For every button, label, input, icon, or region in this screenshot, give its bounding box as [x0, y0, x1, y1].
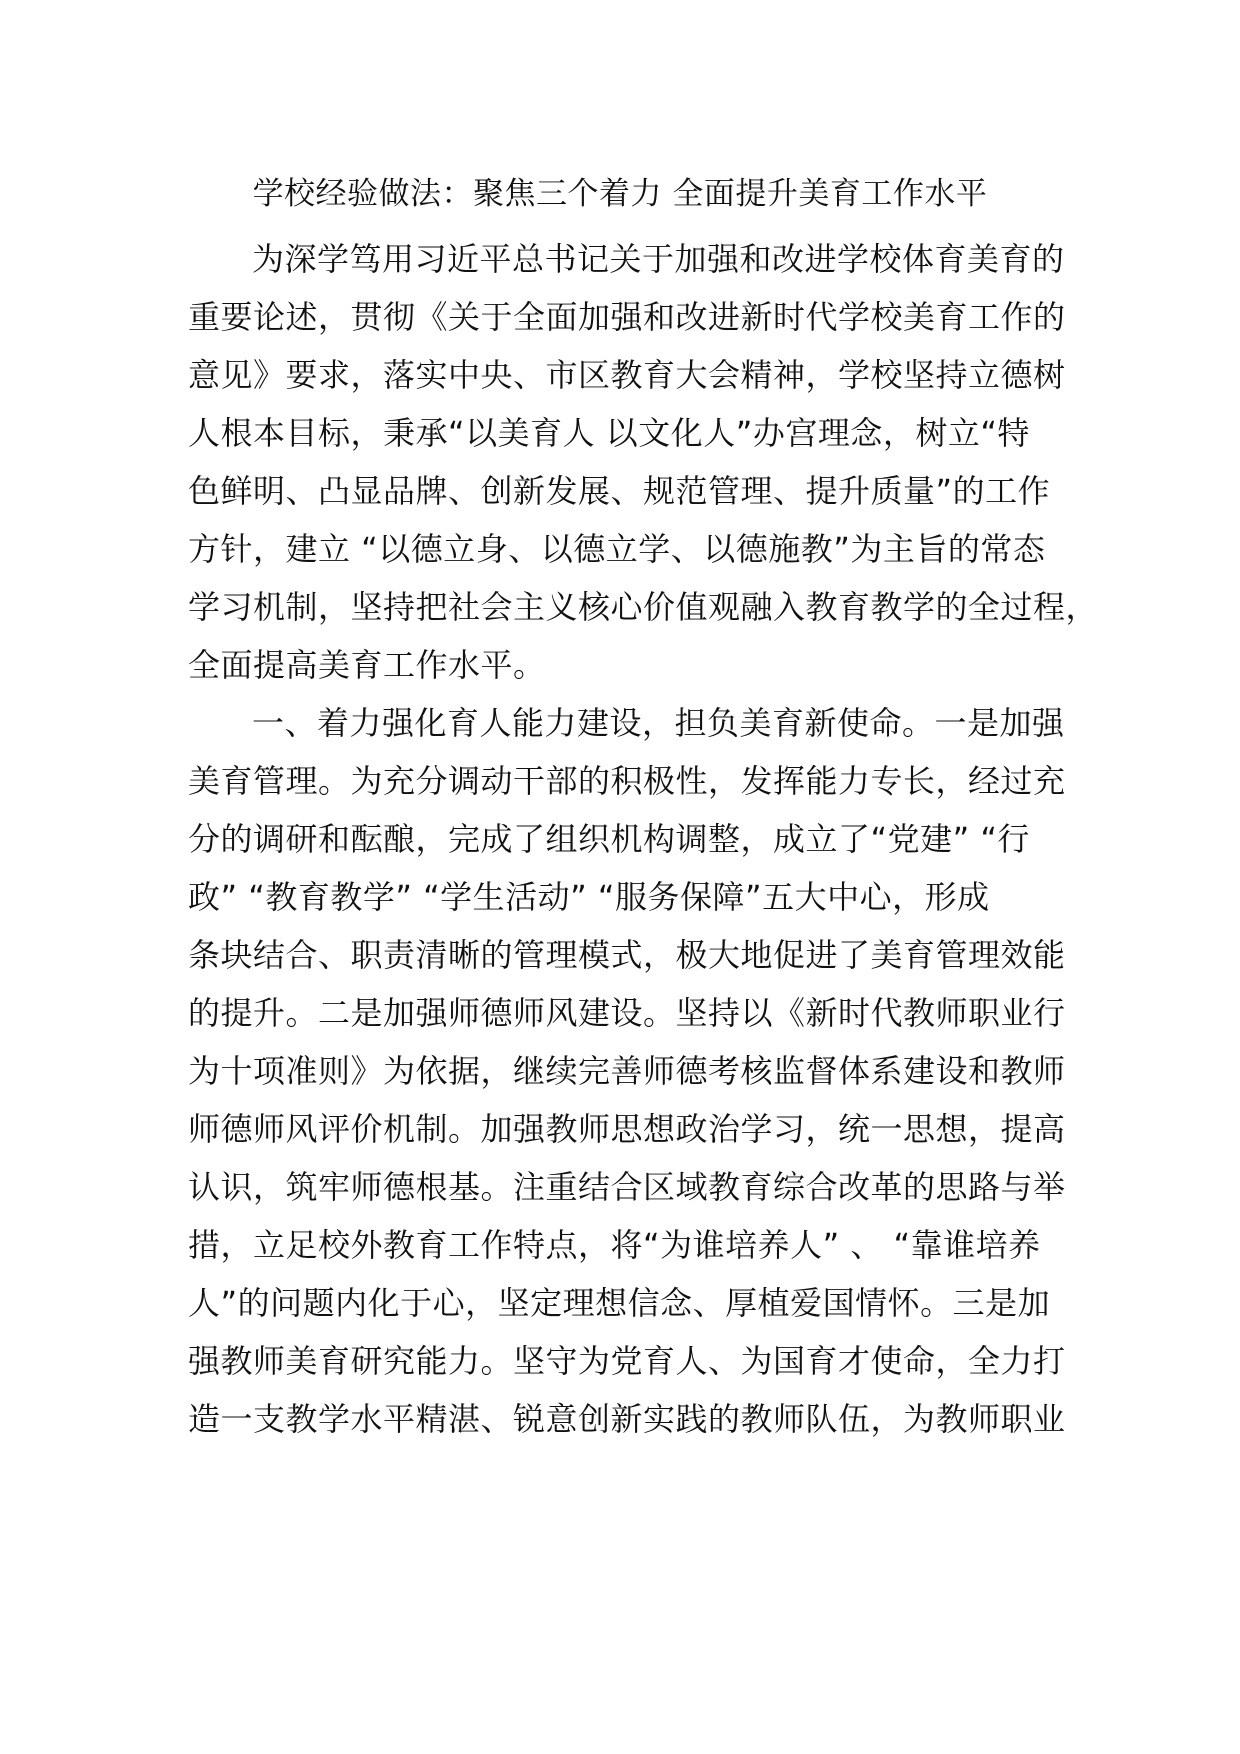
paragraph-1-line-1: 为深学笃用习近平总书记关于加强和改进学校体育美育的	[252, 240, 1065, 278]
paragraph-2-line-8: 师德师风评价机制。加强教师思想政治学习，统一思想，提高	[188, 1110, 1066, 1148]
paragraph-2-line-11: 人”的问题内化于心，坚定理想信念、厚植爱国情怀。三是加	[188, 1284, 1051, 1322]
paragraph-2-line-13: 造一支教学水平精湛、锐意创新实践的教师队伍，为教师职业	[188, 1400, 1066, 1438]
paragraph-2-line-7: 为十项准则》为依据，继续完善师德考核监督体系建设和教师	[188, 1052, 1066, 1090]
paragraph-2-line-2: 美育管理。为充分调动干部的积极性，发挥能力专长，经过充	[188, 762, 1066, 800]
paragraph-1-line-4: 人根本目标，秉承“以美育人 以文化人”办宫理念，树立“特	[188, 414, 1030, 452]
paragraph-2-line-9: 认识，筑牢师德根基。注重结合区域教育综合改革的思路与举	[188, 1168, 1066, 1206]
paragraph-1-line-6: 方针，建立 “以德立身、以德立学、以德施教”为主旨的常态	[188, 530, 1046, 568]
paragraph-1-line-8: 全面提高美育工作水平。	[188, 646, 546, 684]
document-title: 学校经验做法：聚焦三个着力 全面提升美育工作水平	[252, 176, 988, 212]
paragraph-1-line-7: 学习机制，坚持把社会主义核心价值观融入教育教学的全过程，	[188, 588, 1099, 626]
paragraph-1-line-2: 重要论述，贯彻《关于全面加强和改进新时代学校美育工作的	[188, 298, 1066, 336]
paragraph-2-line-10: 措，立足校外教育工作特点，将“为谁培养人” 、 “靠谁培养	[188, 1226, 1041, 1264]
paragraph-2-line-1: 一、着力强化育人能力建设，担负美育新使命。一是加强	[252, 704, 1065, 742]
paragraph-2-line-5: 条块结合、职责清晰的管理模式，极大地促进了美育管理效能	[188, 936, 1066, 974]
paragraph-2-line-4: 政” “教育教学” “学生活动” “服务保障”五大中心，形成	[188, 878, 990, 916]
paragraph-1-line-3: 意见》要求，落实中央、市区教育大会精神，学校坚持立德树	[188, 356, 1066, 394]
paragraph-2-line-6: 的提升。二是加强师德师风建设。坚持以《新时代教师职业行	[188, 994, 1066, 1032]
paragraph-1-line-5: 色鲜明、凸显品牌、创新发展、规范管理、提升质量”的工作	[188, 472, 1051, 510]
paragraph-2-line-3: 分的调研和酝酿，完成了组织机构调整，成立了“党建” “行	[188, 820, 1030, 858]
paragraph-2-line-12: 强教师美育研究能力。坚守为党育人、为国育才使命，全力打	[188, 1342, 1066, 1380]
